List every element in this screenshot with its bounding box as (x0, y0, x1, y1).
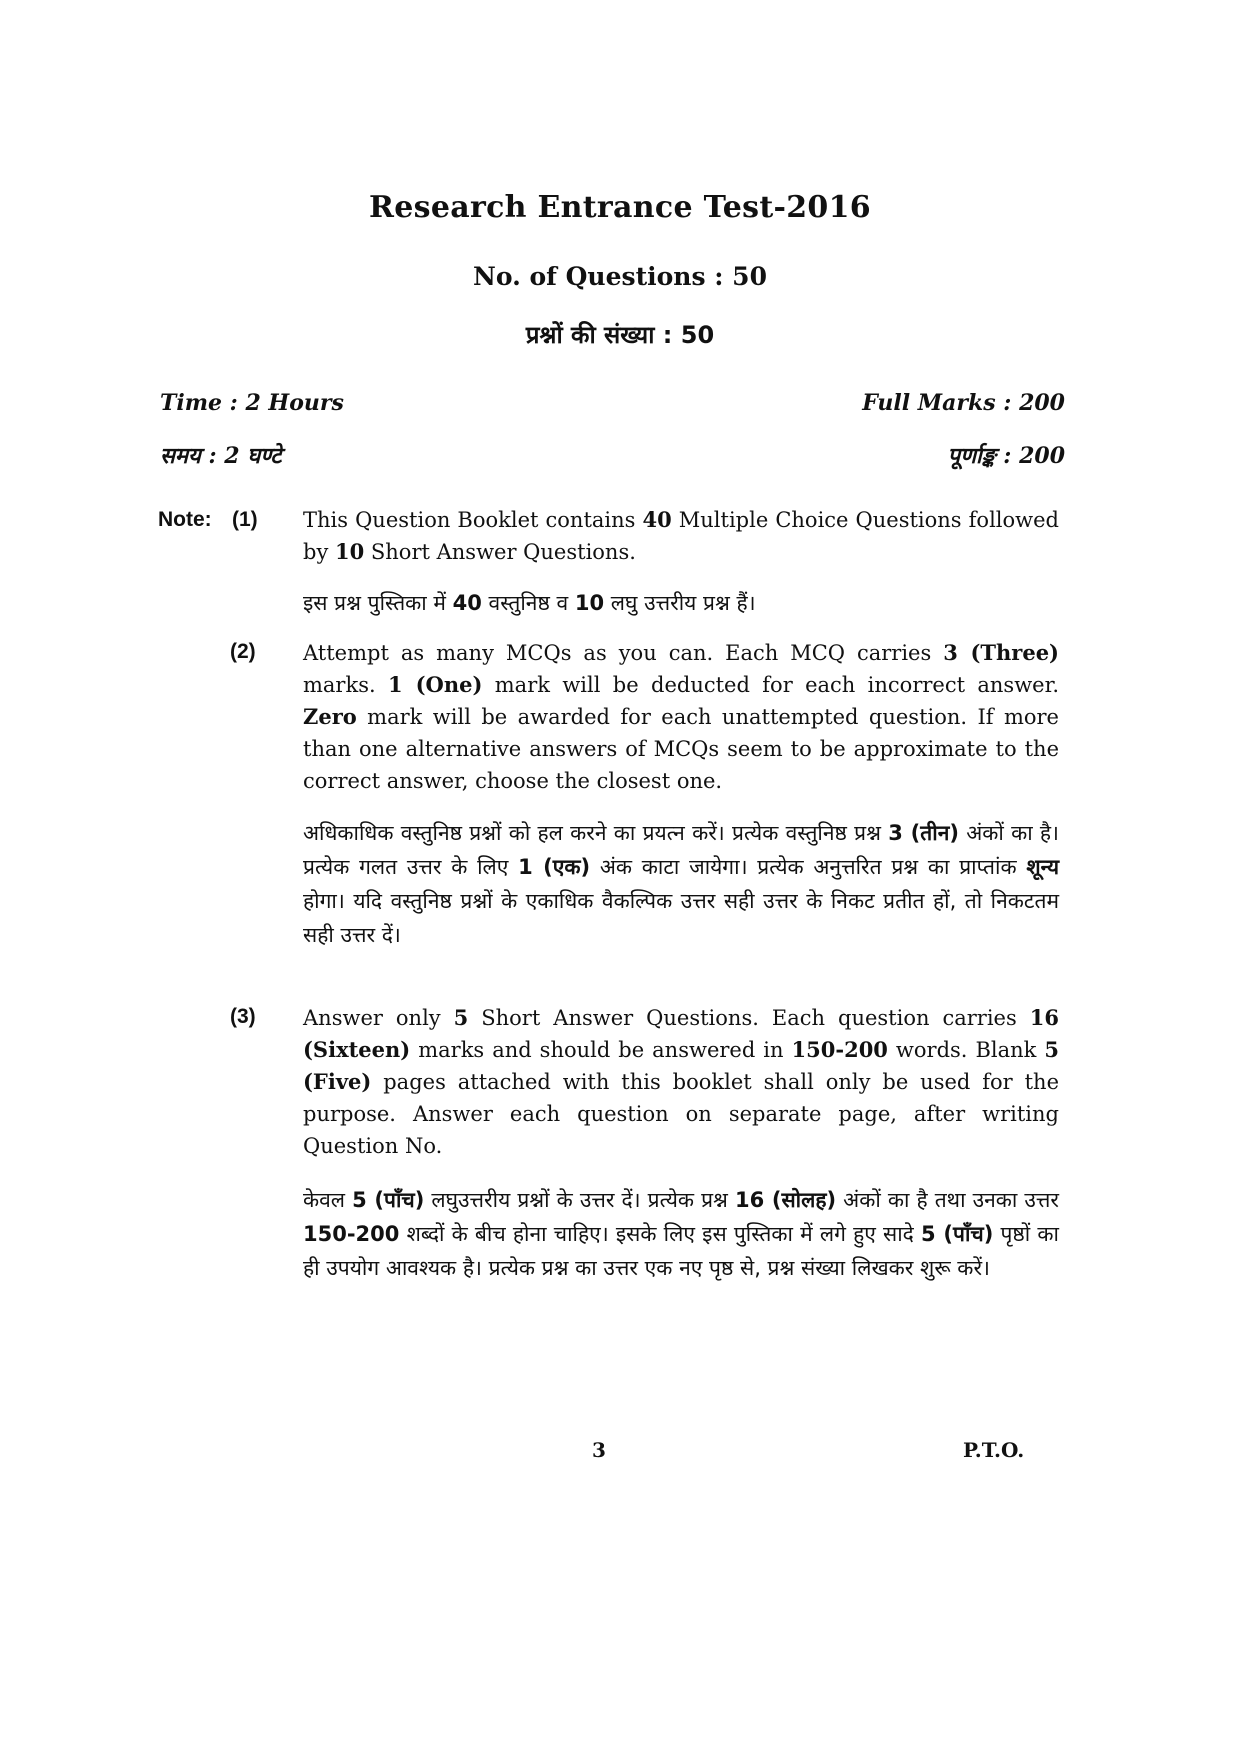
bold-emphasis: Zero (303, 704, 357, 729)
note-number-2: (2) (230, 640, 256, 663)
bold-emphasis: 40 (642, 507, 672, 532)
bold-emphasis: 1 (One) (388, 672, 483, 697)
page-title: Research Entrance Test-2016 (369, 190, 871, 225)
full-marks-english: Full Marks : 200 (862, 390, 1065, 416)
bold-emphasis: 5 (पाँच) (352, 1188, 425, 1212)
please-turn-over: P.T.O. (963, 1438, 1025, 1462)
note-label: Note: (158, 508, 212, 531)
bold-emphasis: 10 (334, 539, 365, 564)
time-hindi: समय : 2 घण्टे (160, 443, 282, 469)
question-count-english: No. of Questions : 50 (473, 262, 767, 291)
note-1-english: This Question Booklet contains 40 Multiple Choice Questions followed by 10 Short Answer Questions. (303, 507, 1059, 564)
note-2-hindi: अधिकाधिक वस्तुनिष्ठ प्रश्नों को हल करने का प्रयत्न करें। प्रत्येक वस्तुनिष्ठ प्रश्न 3 (तीन) अंकों का है। प्रत्येक गलत उत्तर के लिए 1 (एक) अंक काटा जायेगा। प्रत्येक अनुत्तरित प्रश्न का प्राप्तांक शून्य होगा। यदि वस्तुनिष्ठ प्रश्नों के एकाधिक वैकल्पिक उत्तर सही उत्तर के निकट प्रतीत हों, तो निकटतम सही उत्तर दें। (303, 821, 1059, 947)
note-2-english: Attempt as many MCQs as you can. Each MCQ carries 3 (Three) marks. 1 (One) mark will be deducted for each incorrect answer. Zero mark will be awarded for each unattempted question. If more than one alternative answers of MCQs seem to be approximate to the correct answer, choose the closest one. (303, 640, 1060, 793)
bold-emphasis: 5 (पाँच) (920, 1222, 994, 1246)
page-number: 3 (592, 1438, 606, 1462)
time-english: Time : 2 Hours (160, 390, 344, 416)
bold-emphasis: 150-200 (791, 1037, 888, 1062)
bold-emphasis: शून्य (1026, 855, 1059, 879)
note-3-hindi: केवल 5 (पाँच) लघुउत्तरीय प्रश्नों के उत्तर दें। प्रत्येक प्रश्न 16 (सोलह) अंकों का है तथा उनका उत्तर 150-200 शब्दों के बीच होना चाहिए। इसके लिए इस पुस्तिका में लगे हुए सादे 5 (पाँच) पृष्ठों का ही उपयोग आवश्यक है। प्रत्येक प्रश्न का उत्तर एक नए पृष्ठ से, प्रश्न संख्या लिखकर शुरू करें। (303, 1188, 1059, 1280)
bold-emphasis: 16 (Sixteen) (303, 1005, 1059, 1062)
bold-emphasis: 1 (एक) (518, 855, 591, 879)
bold-emphasis: 5 (Five) (303, 1037, 1059, 1094)
note-number-3: (3) (230, 1005, 256, 1028)
note-1-hindi: इस प्रश्न पुस्तिका में 40 वस्तुनिष्ठ व 10 लघु उत्तरीय प्रश्न हैं। (303, 591, 756, 615)
bold-emphasis: 5 (453, 1005, 469, 1030)
note-3-english: Answer only 5 Short Answer Questions. Each question carries 16 (Sixteen) marks and should be answered in 150-200 words. Blank 5 (Five) pages attached with this booklet shall only be used for the purpose. Answer each question on separate page, after writing Question No. (303, 1005, 1059, 1158)
bold-emphasis: 16 (सोलह) (734, 1188, 837, 1212)
bold-emphasis: 40 (452, 591, 482, 615)
bold-emphasis: 3 (Three) (943, 640, 1059, 665)
bold-emphasis: 10 (574, 591, 605, 615)
question-count-hindi: प्रश्नों की संख्या : 50 (525, 321, 715, 349)
bold-emphasis: 150-200 (303, 1222, 400, 1246)
full-marks-hindi: पूर्णाङ्क : 200 (947, 443, 1065, 469)
note-number-1: (1) (232, 508, 258, 531)
bold-emphasis: 3 (तीन) (888, 821, 959, 845)
